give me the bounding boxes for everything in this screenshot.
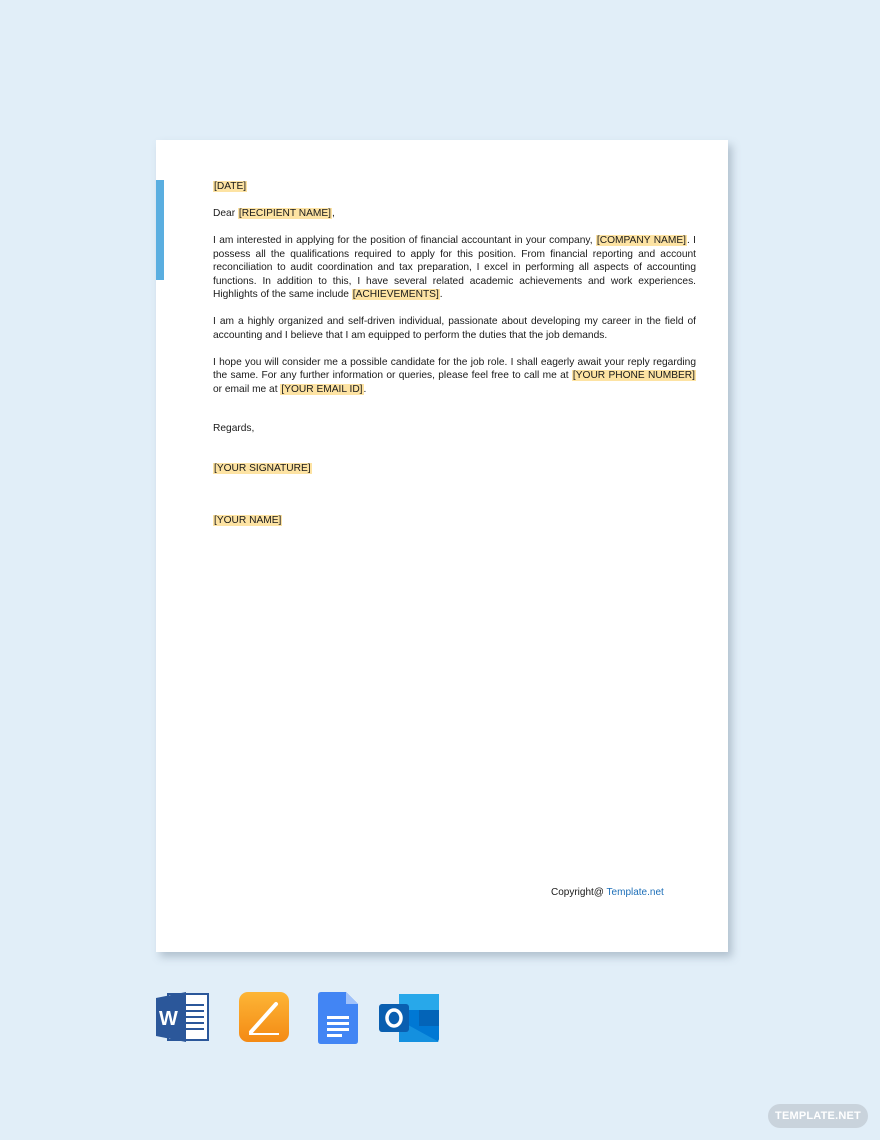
signature-placeholder: [YOUR SIGNATURE] xyxy=(214,462,311,474)
phone-placeholder: [YOUR PHONE NUMBER] xyxy=(572,370,695,381)
date-line xyxy=(213,180,696,194)
greeting-line xyxy=(213,207,696,221)
name-line xyxy=(213,514,696,528)
achievements-placeholder: [ACHIEVEMENTS] xyxy=(352,289,439,300)
paragraph-3-a: I hope you will consider me a possible candidate for the job role. I shall eagerly await your reply regarding the same. For any further information or queries, please feel free to call me at xyxy=(213,356,696,381)
pages-icon[interactable] xyxy=(239,992,291,1049)
paragraph-3-c: . xyxy=(363,383,367,395)
copyright-text xyxy=(551,887,664,898)
copyright-link[interactable]: Template.net xyxy=(606,887,664,898)
paragraph-1-a: I am interested in applying for the position of financial accountant in your company, xyxy=(213,235,596,246)
outlook-icon[interactable] xyxy=(379,992,441,1049)
letter-body xyxy=(213,180,696,528)
greeting-suffix: , xyxy=(332,208,335,219)
google-docs-icon[interactable] xyxy=(318,992,358,1049)
letter-page xyxy=(156,140,728,952)
company-placeholder: [COMPANY NAME] xyxy=(596,235,686,246)
email-placeholder: [YOUR EMAIL ID] xyxy=(281,383,363,395)
paragraph-1-c: . xyxy=(439,289,443,300)
signature-line xyxy=(213,462,696,476)
paragraph-2: I am a highly organized and self-driven individual, passionate about developing my career in the field of accounting and I believe that I am equipped to perform the duties that the job demands. xyxy=(213,316,696,341)
watermark-badge: TEMPLATE.NET xyxy=(768,1104,868,1128)
copyright-prefix: Copyright@ xyxy=(551,887,607,898)
svg-text:W: W xyxy=(159,1008,178,1030)
greeting-prefix: Dear xyxy=(213,208,238,219)
paragraph-1 xyxy=(213,234,696,302)
name-placeholder: [YOUR NAME] xyxy=(214,515,282,526)
paragraph-3 xyxy=(213,356,696,397)
closing-line: Regards, xyxy=(213,423,255,434)
paragraph-1-b: . I possess all the qualifications required to apply for this position. From financial reporting and account reconciliation to audit coordination and tax preparation, I excel in performing all aspects of accounting functions. In addition to this, I have several related academic achievements and work experiences. Highlights of the same include xyxy=(213,235,697,300)
word-icon[interactable] xyxy=(156,992,210,1047)
accent-bar xyxy=(156,180,164,280)
recipient-placeholder: [RECIPIENT NAME] xyxy=(238,208,332,219)
date-placeholder: [DATE] xyxy=(214,181,247,192)
paragraph-3-b: or email me at xyxy=(213,383,281,395)
